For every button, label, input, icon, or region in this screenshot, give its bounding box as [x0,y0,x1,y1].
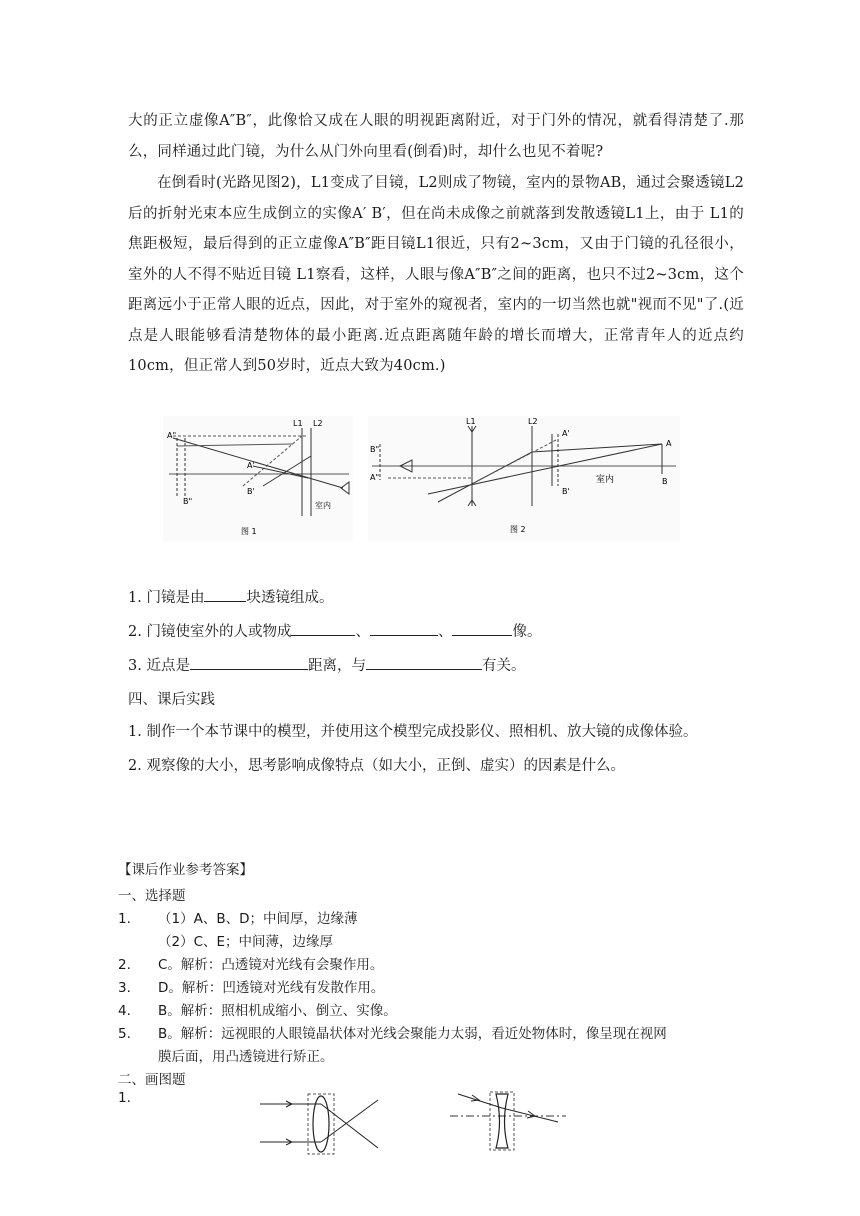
answers-section-1: 一、选择题 [118,888,186,904]
fig2-label-L2: L2 [528,417,538,426]
reading-paragraph-2: 在倒看时(光路见图2)，L1变成了目镜，L2则成了物镜，室内的景物AB，通过会聚透镜L2后的折射光束本应生成倒立的实像A′ B′，但在尚未成像之前就落到发散透镜L1上，由于 L1的焦距极短，最后得到的正立虚像A″B″距目镜L1很近，只有2~3cm，又由于门镜的孔径很小，室外的人不得不贴近目镜 L1察看，这样，人眼与像A″B″之间的距离，也只不过2~3cm，这个距离远小于正常人眼的近点，因此，对于室外的窥视者，室内的一切当然也就"视而不见"了.(近点是人眼能够看清楚物体的最小距离.近点距离随年龄的增长而增大，正常青年人的近点约10cm，但正常人到50岁时，近点大致为40cm.) [128,175,744,374]
fig1-caption: 图 1 [241,527,257,536]
fig1-label-L1: L1 [293,419,303,428]
question-3: 3. 近点是 距离，与 有关。 [128,654,525,675]
answers-title: 【课后作业参考答案】 [118,862,253,878]
fig2-label-B1: B' [562,487,570,496]
question-1: 1. 门镜是由 块透镜组成。 [128,586,333,607]
answer-blank[interactable] [370,620,438,636]
answer-item: 2. C。解析：凸透镜对光线有会聚作用。 [118,957,384,973]
answer-blank[interactable] [452,620,512,636]
answers-section-2: 二、画图题 [118,1072,186,1088]
question-2: 2. 门镜使室外的人或物成 、 、 像。 [128,620,541,641]
fig2-label-A1: A' [562,429,570,438]
fig1-label-A1: A' [247,461,255,470]
practice-heading: 四、课后实践 [128,692,215,708]
convex-lens-diagram [256,1088,386,1158]
practice-item-1: 1. 制作一个本节课中的模型，并使用这个模型完成投影仪、照相机、放大镜的成像体验。 [128,724,698,740]
fig1-label-B2: B" [183,497,193,506]
answer-item: 膜后面，用凸透镜进行矫正。 [158,1049,334,1065]
fig1-label-L2: L2 [313,419,323,428]
answer-blank[interactable] [291,620,355,636]
answer-item: 5. B。解析：远视眼的人眼镜晶状体对光线会聚能力太弱，看近处物体时，像呈现在视网 [118,1026,667,1042]
fig1-label-A2: A" [167,431,177,440]
figure-1 [163,416,353,541]
fig1-label-B1: B' [247,487,255,496]
fig2-label-A: A [666,439,672,448]
practice-item-2: 2. 观察像的大小，思考影响成像特点（如大小，正倒、虚实）的因素是什么。 [128,758,625,774]
fig2-label-L1: L1 [466,417,476,426]
answer-item: 4. B。解析：照相机成缩小、倒立、实像。 [118,1003,397,1019]
answer-blank[interactable] [366,654,482,670]
draw-item-number: 1. [118,1090,131,1106]
fig2-label-A2: A" [370,473,380,482]
figure-2 [368,416,680,541]
answer-item: 3. D。解析：凹透镜对光线有发散作用。 [118,980,385,996]
fig1-label-indoor: 室内 [315,501,331,510]
answer-blank[interactable] [190,654,308,670]
answer-blank[interactable] [204,586,246,602]
fig2-caption: 图 2 [510,525,526,534]
fig2-label-B: B [662,477,668,486]
concave-lens-diagram [448,1086,568,1156]
fig2-label-indoor: 室内 [596,475,615,485]
fig2-label-B2: B" [370,445,380,454]
answer-item: 1. （1）A、B、D；中间厚，边缘薄 [118,911,358,927]
answer-item: （2）C、E；中间薄，边缘厚 [158,934,334,950]
reading-paragraph-1: 大的正立虚像A″B″，此像恰又成在人眼的明视距离附近，对于门外的情况，就看得清楚了.那么，同样通过此门镜，为什么从门外向里看(倒看)时，却什么也见不着呢? [128,113,744,160]
